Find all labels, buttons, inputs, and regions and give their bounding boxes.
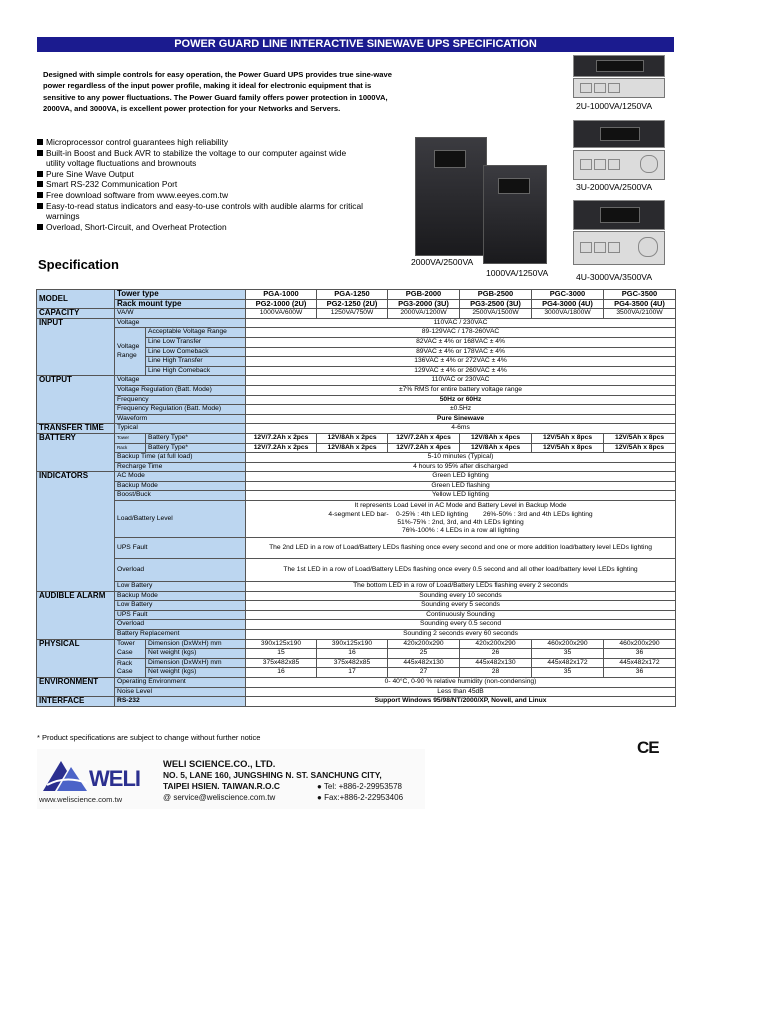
battery-value: 12V/8Ah x 4pcs (460, 433, 532, 443)
feature-list (37, 137, 367, 232)
company-name: WELI SCIENCE.CO., LTD. NO. 5, LANE 160, JUNGSHING N. ST. SANCHUNG CITY, TAIPEI HSIEN. TAIWAN.R.O.C (163, 758, 382, 792)
tower-model-cell: PGA-1000 (246, 290, 317, 300)
rack-4u-rear-photo (573, 231, 665, 265)
rack-model-cell: PG4-3000 (4U) (532, 299, 604, 309)
backup-time-label: Backup Time (at full load) (115, 453, 246, 463)
rack-2u-caption: 2U-1000VA/1250VA (576, 101, 653, 111)
indicator-label: Boost/Buck (115, 491, 246, 501)
rack-3u-caption: 3U-2000VA/2500VA (576, 182, 653, 192)
range-value: 129VAC ± 4% or 260VAC ± 4% (246, 366, 676, 376)
dimension-value: 460x200x290 (604, 639, 676, 649)
output-label: Frequency (115, 395, 246, 405)
output-value: 110VAC or 230VAC (246, 376, 676, 386)
tower-large-photo (415, 137, 487, 256)
physical-category: PHYSICAL (37, 639, 115, 677)
table-row (37, 538, 676, 559)
backup-time-value: 5-10 minutes (Typical) (246, 453, 676, 463)
table-row (37, 385, 676, 395)
table-row (37, 405, 676, 415)
indicator-value: Yellow LED lighting (246, 491, 676, 501)
rack-model-cell: PG3-2000 (3U) (388, 299, 460, 309)
environment-value: 0- 40°C, 0-90 % relative humidity (non-condensing) (246, 678, 676, 688)
table-row (37, 630, 676, 640)
battery-value: 12V/7.2Ah x 4pcs (388, 443, 460, 453)
rack-model-cell: PG3-2500 (3U) (460, 299, 532, 309)
output-value: ±7% RMS for entire battery voltage range (246, 385, 676, 395)
battery-type-label: Battery Type* (146, 443, 246, 453)
weight-value: 35 (532, 668, 604, 678)
table-row (37, 582, 676, 592)
alarm-category: AUDIBLE ALARM (37, 591, 115, 639)
indicator-value: The 1st LED in a row of Load/Battery LEDs flashing once every 0.5 second and all other load/battery level LEDs lighting (246, 559, 676, 582)
dimension-value: 445x482x130 (460, 658, 532, 668)
table-row (37, 462, 676, 472)
load-level-value (246, 501, 676, 538)
dimension-value: 420x200x290 (460, 639, 532, 649)
table-row (37, 443, 676, 453)
indicator-label: UPS Fault (115, 538, 246, 559)
output-label: Waveform (115, 414, 246, 424)
battery-rack-label: Rack (115, 443, 146, 453)
tower-model-cell: PGC-3000 (532, 290, 604, 300)
rack-model-cell: PG2-1000 (2U) (246, 299, 317, 309)
rack-model-cell: PG2-1250 (2U) (317, 299, 388, 309)
battery-value: 12V/7.2Ah x 2pcs (246, 433, 317, 443)
interface-category: INTERFACE (37, 697, 115, 707)
alarm-value: Sounding every 5 seconds (246, 601, 676, 611)
tower-model-cell: PGB-2500 (460, 290, 532, 300)
range-label: Line High Comeback (146, 366, 246, 376)
battery-value: 12V/8Ah x 2pcs (317, 433, 388, 443)
battery-value: 12V/5Ah x 8pcs (604, 443, 676, 453)
weight-value: 17 (317, 668, 388, 678)
table-row (37, 472, 676, 482)
tower-small-photo (483, 165, 547, 264)
capacity-value: 2500VA/1500W (460, 309, 532, 319)
input-category: INPUT (37, 318, 115, 376)
alarm-label: Low Battery (115, 601, 246, 611)
feature-item: Free download software from www.eeyes.com.tw (37, 190, 367, 201)
dimension-value: 420x200x290 (388, 639, 460, 649)
website-link[interactable]: www.weliscience.com.tw (39, 795, 123, 804)
weight-value: 26 (460, 649, 532, 659)
transfer-label: Typical (115, 424, 246, 434)
model-header: MODEL (37, 290, 115, 309)
rack-4u-caption: 4U-3000VA/3500VA (576, 272, 653, 282)
indicator-value: Green LED lighting (246, 472, 676, 482)
weight-value: 36 (604, 649, 676, 659)
range-value: 89-129VAC / 178-260VAC (246, 328, 676, 338)
table-row (37, 290, 676, 300)
table-row (37, 299, 676, 309)
weight-label: Net weight (kgs) (146, 649, 246, 659)
recharge-label: Recharge Time (115, 462, 246, 472)
battery-value: 12V/5Ah x 8pcs (532, 443, 604, 453)
output-value: ±0.5Hz (246, 405, 676, 415)
rack-case-label: Rack Case (115, 658, 146, 677)
table-row (37, 559, 676, 582)
capacity-value: 1000VA/600W (246, 309, 317, 319)
weight-label: Net weight (kgs) (146, 668, 246, 678)
table-row (37, 309, 676, 319)
feature-item: Overload, Short-Circuit, and Overheat Protection (37, 222, 367, 233)
logo-text: WELI (89, 766, 140, 791)
rack-3u-front-photo (573, 120, 665, 148)
indicator-label: AC Mode (115, 472, 246, 482)
capacity-value: 2000VA/1200W (388, 309, 460, 319)
indicator-value: The bottom LED in a row of Load/Battery LEDs flashing every 2 seconds (246, 582, 676, 592)
load-line: 4-segment LED bar- 0-25% : 4th LED lighting 26%-50% : 3rd and 4th LEDs lighting (328, 510, 593, 518)
feature-item: Smart RS-232 Communication Port (37, 179, 367, 190)
email-link[interactable]: @ service@weliscience.com.tw (163, 793, 276, 802)
page-banner: POWER GUARD LINE INTERACTIVE SINEWAVE UPS SPECIFICATION (37, 37, 674, 52)
environment-label: Operating Environment (115, 678, 246, 688)
battery-value: 12V/8Ah x 2pcs (317, 443, 388, 453)
table-row (37, 453, 676, 463)
table-row (37, 697, 676, 707)
indicator-label: Backup Mode (115, 481, 246, 491)
ce-mark: CE (637, 738, 659, 757)
battery-category: BATTERY (37, 433, 115, 471)
tel-line: ● Tel: +886-2-29953578 (317, 782, 402, 791)
rack-2u-rear-photo (573, 78, 665, 98)
alarm-label: UPS Fault (115, 610, 246, 620)
table-row (37, 395, 676, 405)
capacity-value: 3500VA/2100W (604, 309, 676, 319)
feature-item: Microprocessor control guarantees high reliability (37, 137, 367, 148)
feature-item: Built-in Boost and Buck AVR to stabilize the voltage to our computer against wide utility voltage fluctuations and brownouts (37, 148, 367, 169)
rack-4u-front-photo (573, 200, 665, 230)
table-row (37, 610, 676, 620)
dimension-value: 390x125x190 (317, 639, 388, 649)
recharge-value: 4 hours to 95% after discharged (246, 462, 676, 472)
alarm-value: Continuously Sounding (246, 610, 676, 620)
tower-type-label: Tower type (115, 290, 246, 300)
disclaimer-note: * Product specifications are subject to change without further notice (37, 733, 261, 742)
tower-model-cell: PGC-3500 (604, 290, 676, 300)
battery-tower-label: Tower (115, 433, 146, 443)
indicator-value: The 2nd LED in a row of Load/Battery LEDs flashing once every second and one or more addition load/battery level LEDs lighting (246, 538, 676, 559)
transfer-category: TRANSFER TIME (37, 424, 115, 434)
weight-value: 16 (246, 668, 317, 678)
dimension-value: 375x482x85 (317, 658, 388, 668)
table-row (37, 591, 676, 601)
input-voltage-value: 110VAC / 230VAC (246, 318, 676, 328)
table-row (37, 639, 676, 649)
battery-value: 12V/5Ah x 8pcs (532, 433, 604, 443)
dimension-value: 445x482x130 (388, 658, 460, 668)
range-value: 89VAC ± 4% or 178VAC ± 4% (246, 347, 676, 357)
alarm-label: Overload (115, 620, 246, 630)
capacity-value: 3000VA/1800W (532, 309, 604, 319)
alarm-value: Sounding every 0.5 second (246, 620, 676, 630)
tower-small-caption: 1000VA/1250VA (486, 268, 549, 278)
table-row (37, 481, 676, 491)
weight-value: 27 (388, 668, 460, 678)
table-row (37, 601, 676, 611)
interface-label: RS-232 (115, 697, 246, 707)
weight-value: 28 (460, 668, 532, 678)
indicator-value: Green LED flashing (246, 481, 676, 491)
output-label: Voltage (115, 376, 246, 386)
weight-value: 35 (532, 649, 604, 659)
battery-value: 12V/7.2Ah x 4pcs (388, 433, 460, 443)
environment-label: Noise Level (115, 687, 246, 697)
alarm-value: Sounding every 10 seconds (246, 591, 676, 601)
weight-value: 15 (246, 649, 317, 659)
company-footer (37, 749, 425, 809)
tower-case-label: Tower Case (115, 639, 146, 658)
battery-value: 12V/7.2Ah x 2pcs (246, 443, 317, 453)
load-line: It represents Load Level in AC Mode and Battery Level in Backup Mode (354, 502, 567, 510)
transfer-value: 4-6ms (246, 424, 676, 434)
indicator-label: Load/Battery Level (115, 501, 246, 538)
range-label: Line Low Transfer (146, 337, 246, 347)
output-category: OUTPUT (37, 376, 115, 424)
weight-value: 16 (317, 649, 388, 659)
weli-logo (41, 755, 159, 795)
logo-mark-icon (41, 755, 89, 795)
tower-large-caption: 2000VA/2500VA (411, 257, 474, 267)
output-label: Voltage Regulation (Batt. Mode) (115, 385, 246, 395)
range-label: Line Low Comeback (146, 347, 246, 357)
interface-value: Support Windows 95/98/NT/2000/XP, Novell, and Linux (246, 697, 676, 707)
dimension-label: Dimension (DxWxH) mm (146, 639, 246, 649)
load-line: 76%-100% : 4 LEDs in a row all lighting (401, 527, 520, 535)
capacity-category: CAPACITY (37, 309, 115, 319)
rack-3u-rear-photo (573, 150, 665, 180)
table-row (37, 491, 676, 501)
table-row (37, 328, 676, 338)
rack-model-cell: PG4-3500 (4U) (604, 299, 676, 309)
range-value: 82VAC ± 4% or 168VAC ± 4% (246, 337, 676, 347)
dimension-label: Dimension (DxWxH) mm (146, 658, 246, 668)
battery-type-label: Battery Type* (146, 433, 246, 443)
table-row (37, 501, 676, 538)
dimension-value: 460x200x290 (532, 639, 604, 649)
table-row (37, 678, 676, 688)
capacity-value: 1250VA/750W (317, 309, 388, 319)
dimension-value: 390x125x190 (246, 639, 317, 649)
range-label: Line High Transfer (146, 357, 246, 367)
table-row (37, 433, 676, 443)
battery-value: 12V/8Ah x 4pcs (460, 443, 532, 453)
intro-paragraph: Designed with simple controls for easy operation, the Power Guard UPS provides true sine-wave power regardless of the input power profile, making it ideal for electronic equipment that is sensitive to any power fluctuations. The Power Guard family offers power protection in 1000VA, 2000VA, and 3000VA, is excellent power protection for your Networks and Servers. (43, 70, 392, 114)
output-value: 50Hz or 60Hz (246, 395, 676, 405)
spec-table (36, 289, 676, 707)
table-row (37, 687, 676, 697)
indicators-category: INDICATORS (37, 472, 115, 591)
weight-value: 25 (388, 649, 460, 659)
table-row (37, 414, 676, 424)
tower-model-cell: PGA-1250 (317, 290, 388, 300)
load-line: 51%-75% : 2nd, 3rd, and 4th LEDs lighting (397, 519, 524, 527)
dimension-value: 445x482x172 (532, 658, 604, 668)
feature-item: Pure Sine Wave Output (37, 169, 367, 180)
alarm-value: Sounding 2 seconds every 60 seconds (246, 630, 676, 640)
dimension-value: 445x482x172 (604, 658, 676, 668)
battery-value: 12V/5Ah x 8pcs (604, 433, 676, 443)
environment-value: Less than 45dB (246, 687, 676, 697)
fax-line: ● Fax:+886-2-22953406 (317, 793, 404, 802)
voltage-range-label: Voltage Range (115, 328, 146, 376)
rack-type-label: Rack mount type (115, 299, 246, 309)
alarm-label: Battery Replacement (115, 630, 246, 640)
feature-item: Easy-to-read status indicators and easy-to-use controls with audible alarms for critical warnings (37, 201, 367, 222)
rack-2u-front-photo (573, 55, 665, 77)
indicator-label: Low Battery (115, 582, 246, 592)
tower-model-cell: PGB-2000 (388, 290, 460, 300)
range-value: 136VAC ± 4% or 272VAC ± 4% (246, 357, 676, 367)
output-label: Frequency Regulation (Batt. Mode) (115, 405, 246, 415)
spec-heading: Specification (38, 257, 119, 272)
table-row (37, 318, 676, 328)
table-row (37, 424, 676, 434)
range-label: Acceptable Voltage Range (146, 328, 246, 338)
capacity-label: VA/W (115, 309, 246, 319)
environment-category: ENVIRONMENT (37, 678, 115, 697)
indicator-label: Overload (115, 559, 246, 582)
weight-value: 36 (604, 668, 676, 678)
alarm-label: Backup Mode (115, 591, 246, 601)
input-voltage-label: Voltage (115, 318, 246, 328)
table-row (37, 658, 676, 668)
output-value: Pure Sinewave (246, 414, 676, 424)
table-row (37, 376, 676, 386)
table-row (37, 620, 676, 630)
dimension-value: 375x482x85 (246, 658, 317, 668)
